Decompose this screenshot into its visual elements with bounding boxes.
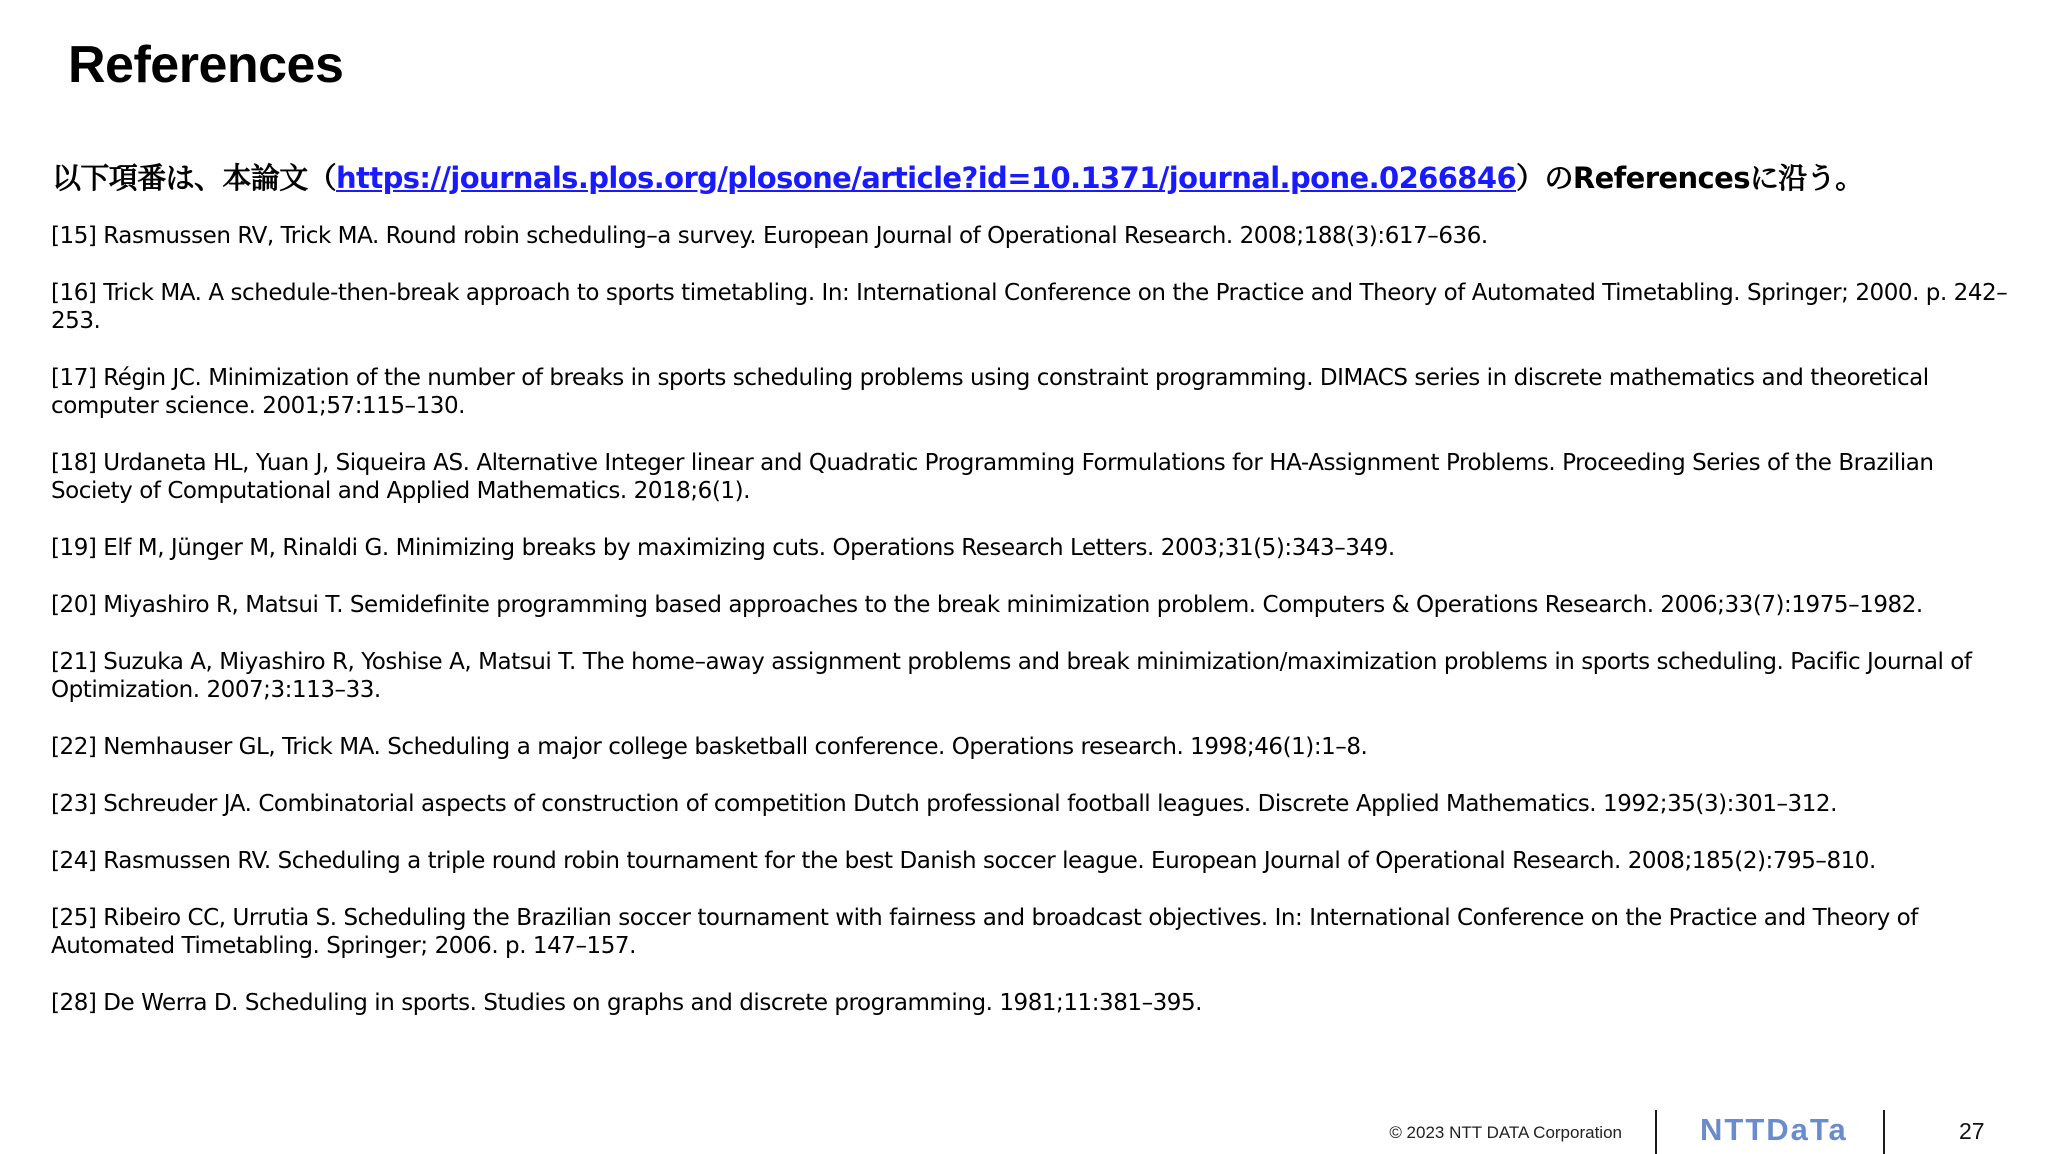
copyright-text: © 2023 NTT DATA Corporation: [1389, 1123, 1622, 1142]
reference-21: [21] Suzuka A, Miyashiro R, Yoshise A, Matsui T. The home–away assignment problems and break minimization/maximization problems in sports scheduling. Pacific Journal of Optimization. 2007;3:113–33.: [51, 649, 1972, 703]
reference-24: [24] Rasmussen RV. Scheduling a triple round robin tournament for the best Danish soccer league. European Journal of Operational Research. 2008;185(2):795–810.: [51, 848, 1876, 874]
reference-25: [25] Ribeiro CC, Urrutia S. Scheduling the Brazilian soccer tournament with fairness and broadcast objectives. In: International Conference on the Practice and Theory of Automated Timetabling. Springer; 2006. p. 147–157.: [51, 905, 1918, 959]
page-number: 27: [1959, 1118, 1985, 1144]
intro-prefix: 以下項番は、本論文（: [52, 161, 337, 195]
reference-list: [51, 222, 2011, 1046]
ntt-data-logo: NTTDaTa: [1700, 1112, 1848, 1147]
reference-23: [23] Schreuder JA. Combinatorial aspects of construction of competition Dutch professional football leagues. Discrete Applied Mathematics. 1992;35(3):301–312.: [51, 791, 1837, 817]
footer-divider-right: [1883, 1110, 1885, 1154]
footer-divider-left: [1655, 1110, 1657, 1154]
reference-28: [28] De Werra D. Scheduling in sports. Studies on graphs and discrete programming. 1981;11:381–395.: [51, 990, 1203, 1016]
reference-18: [18] Urdaneta HL, Yuan J, Siqueira AS. Alternative Integer linear and Quadratic Programming Formulations for HA-Assignment Problems. Proceeding Series of the Brazilian Society of Computational and Applied Mathematics. 2018;6(1).: [51, 450, 1934, 504]
page-title: References: [68, 36, 344, 94]
reference-19: [19] Elf M, Jünger M, Rinaldi G. Minimizing breaks by maximizing cuts. Operations Research Letters. 2003;31(5):343–349.: [51, 535, 1395, 561]
reference-16: [16] Trick MA. A schedule-then-break approach to sports timetabling. In: International Conference on the Practice and Theory of Automated Timetabling. Springer; 2000. p. 242–253.: [51, 280, 2008, 334]
reference-15: [15] Rasmussen RV, Trick MA. Round robin scheduling–a survey. European Journal of Operational Research. 2008;188(3):617–636.: [51, 223, 1488, 249]
intro-suffix: ）のReferencesに沿う。: [1516, 161, 1864, 195]
intro-line: [52, 158, 2012, 198]
reference-22: [22] Nemhauser GL, Trick MA. Scheduling a major college basketball conference. Operations research. 1998;46(1):1–8.: [51, 734, 1368, 760]
reference-20: [20] Miyashiro R, Matsui T. Semidefinite programming based approaches to the break minimization problem. Computers & Operations Research. 2006;33(7):1975–1982.: [51, 592, 1923, 618]
paper-link[interactable]: https://journals.plos.org/plosone/article?id=10.1371/journal.pone.0266846: [336, 161, 1517, 195]
reference-17: [17] Régin JC. Minimization of the number of breaks in sports scheduling problems using constraint programming. DIMACS series in discrete mathematics and theoretical computer science. 2001;57:115–130.: [51, 365, 1929, 419]
